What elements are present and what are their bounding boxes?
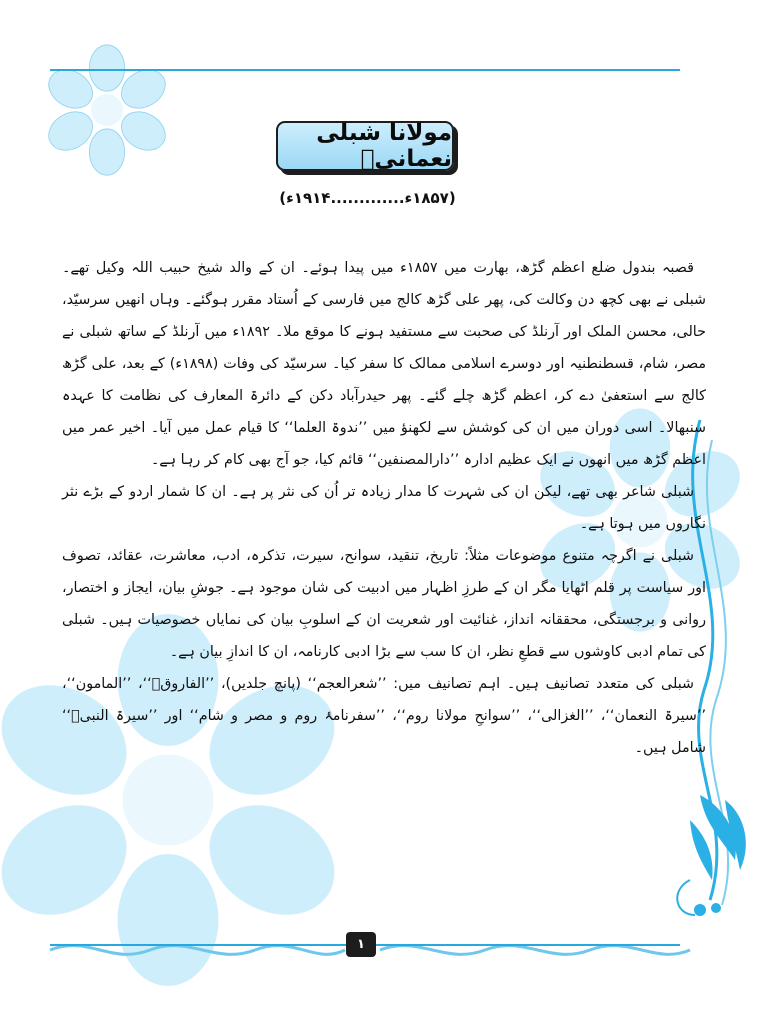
paragraph-1: قصبہ بندول ضلع اعظم گڑھ، بھارت میں ۱۸۵۷ء میں پیدا ہوئے۔ ان کے والد شیخ حبیب اللہ وکیل تھے۔ شبلی نے بھی کچھ دن وکالت کی، پھر علی گڑھ کالج میں فارسی کے اُستاد مقرر ہوگئے۔ وہاں انھیں سرسیّد، حالی، محسن الملک اور آرنلڈ کی صحبت سے مستفید ہونے کا موقع ملا۔ ۱۸۹۲ء میں آرنلڈ کے ساتھ شبلی نے مصر، شام، قسطنطنیہ اور دوسرے اسلامی ممالک کا سفر کیا۔ سرسیّد کی وفات (۱۸۹۸ء) کے بعد، علی گڑھ کالج سے استعفیٰ دے کر، اعظم گڑھ چلے گئے۔ پھر حیدرآباد دکن کے دائرۃ المعارف کی نظامت کا عہدہ سنبھالا۔ اسی دوران میں ان کی کوشش سے لکھنؤ میں ’’ندوۃ العلما‘‘ کا قیام عمل میں آیا۔ اخیر عمر میں اعظم گڑھ میں انھوں نے ایک عظیم ادارہ ’’دارالمصنفین‘‘ قائم کیا، جو آج بھی کام کر رہا ہے۔ xyxy=(62,260,706,468)
top-rule xyxy=(50,69,680,71)
biography-text xyxy=(62,252,706,762)
title-box xyxy=(276,121,454,171)
paragraph-3: شبلی نے اگرچہ متنوع موضوعات مثلاً: تاریخ، تنقید، سوانح، سیرت، تذکرہ، ادب، معاشرت، عقائد، تصوف اور سیاست پر قلم اٹھایا مگر ان کے طرزِ اظہار میں ادبیت کی شان موجود ہے۔ جوشِ بیان، ایجاز و اختصار، روانی و برجستگی، محققانہ انداز، غنائیت اور شعریت ان کے اسلوبِ بیان کی نمایاں خصوصیات ہیں۔ شبلی کی تمام ادبی کاوشوں سے قطعِ نظر، ان کا سب سے بڑا ادبی کارنامہ، ان کا اندازِ بیان ہے۔ xyxy=(62,548,706,660)
paragraph-4: شبلی کی متعدد تصانیف ہیں۔ اہم تصانیف میں: ’’شعرالعجم‘‘ (پانچ جلدیں)، ’’الفاروقؓ‘‘، ’’المامون‘‘، ’’سیرۃ النعمان‘‘، ’’الغزالی‘‘، ’’سوانحِ مولانا روم‘‘، ’’سفرنامۂ روم و مصر و شام‘‘ اور ’’سیرۃ النبیؐ‘‘ شامل ہیں۔ xyxy=(62,676,706,756)
page-title: مولانا شبلی نعمانیؒ xyxy=(316,120,452,172)
lifespan-dates: (۱۸۵۷ء.............۱۹۱۴ء) xyxy=(279,189,456,207)
page-number: ۱ xyxy=(346,932,376,957)
paragraph-2: شبلی شاعر بھی تھے، لیکن ان کی شہرت کا مدار زیادہ تر اُن کی نثر پر ہے۔ ان کا شمار اردو کے بڑے نثر نگاروں میں ہوتا ہے۔ xyxy=(62,484,706,532)
